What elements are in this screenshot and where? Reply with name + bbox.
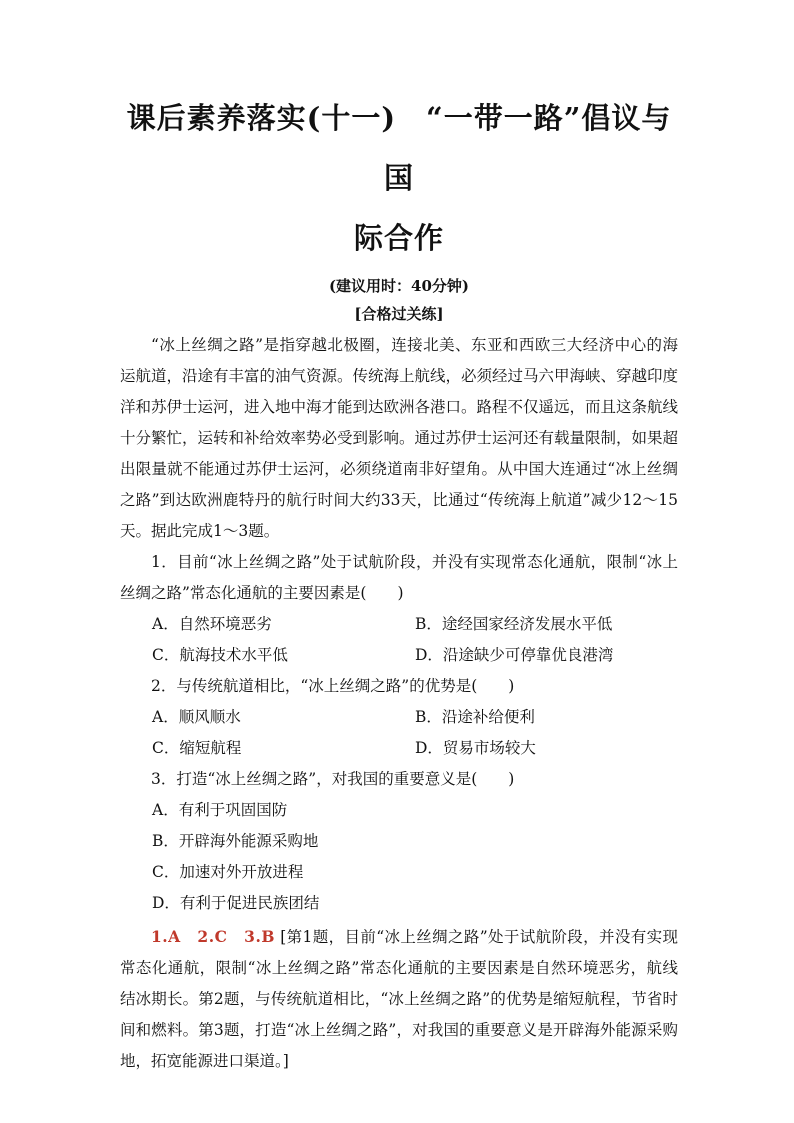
- reading-passage: “冰上丝绸之路”是指穿越北极圈，连接北美、东亚和西欧三大经济中心的海运航道，沿途有丰富的油气资源。传统海上航线，必须经过马六甲海峡、穿越印度洋和苏伊士运河，进入地中海才能到达欧洲各港口。路程不仅遥远，而且这条航线十分繁忙，运转和补给效率势必受到影响。通过苏伊士运河还有载量限制，如果超出限量就不能通过苏伊士运河，必须绕道南非好望角。从中国大连通过“冰上丝绸之路”到达欧洲鹿特丹的航行时间大约33天，比通过“传统海上航道”减少12～15天。据此完成1～3题。: [120, 336, 679, 540]
- option-b: B．沿途补给便利: [415, 708, 535, 726]
- question-2: [120, 671, 678, 764]
- document-page: [120, 88, 678, 1093]
- question-3: [120, 764, 678, 919]
- answer-key: 1.A 2.C 3.B: [151, 927, 275, 946]
- section-heading: [合格过关练]: [354, 305, 444, 323]
- option-c: C．加速对外开放进程: [152, 863, 304, 881]
- page-title: [120, 88, 678, 268]
- option-a: A．有利于巩固国防: [152, 801, 288, 819]
- option-grid: [120, 702, 678, 764]
- question-stem: 1．目前“冰上丝绸之路”处于试航阶段，并没有实现常态化通航，限制“冰上丝绸之路”常态化通航的主要因素是( ): [120, 553, 678, 602]
- option-d: D．有利于促进民族团结: [152, 894, 320, 912]
- answer-text: [第1题，目前“冰上丝绸之路”处于试航阶段，并没有实现常态化通航，限制“冰上丝绸之路”常态化通航的主要因素是自然环境恶劣，航线结冰期长。第2题，与传统航道相比，“冰上丝绸之路”的优势是缩短航程，节省时间和燃料。第3题，打造“冰上丝绸之路”，对我国的重要意义是开辟海外能源采购地，拓宽能源进口渠道。]: [120, 928, 678, 1070]
- answer-explanation: [120, 921, 678, 1077]
- option-d: D．沿途缺少可停靠优良港湾: [415, 646, 614, 664]
- title-line-1: 课后素养落实(十一) “一带一路”倡议与国: [126, 101, 672, 195]
- option-c: C．航海技术水平低: [152, 646, 288, 664]
- question-stem: 3．打造“冰上丝绸之路”，对我国的重要意义是( ): [151, 770, 515, 788]
- option-c: C．缩短航程: [152, 739, 242, 757]
- option-d: D．贸易市场较大: [415, 739, 536, 757]
- option-b: B．途经国家经济发展水平低: [415, 615, 613, 633]
- question-stem: 2．与传统航道相比，“冰上丝绸之路”的优势是( ): [151, 677, 515, 695]
- question-1: [120, 547, 678, 671]
- option-grid: [120, 609, 678, 671]
- suggested-time: (建议用时：40分钟): [328, 277, 470, 295]
- option-a: A．顺风顺水: [152, 708, 241, 726]
- option-a: A．自然环境恶劣: [152, 615, 272, 633]
- option-b: B．开辟海外能源采购地: [152, 832, 319, 850]
- title-line-2: 际合作: [353, 221, 444, 255]
